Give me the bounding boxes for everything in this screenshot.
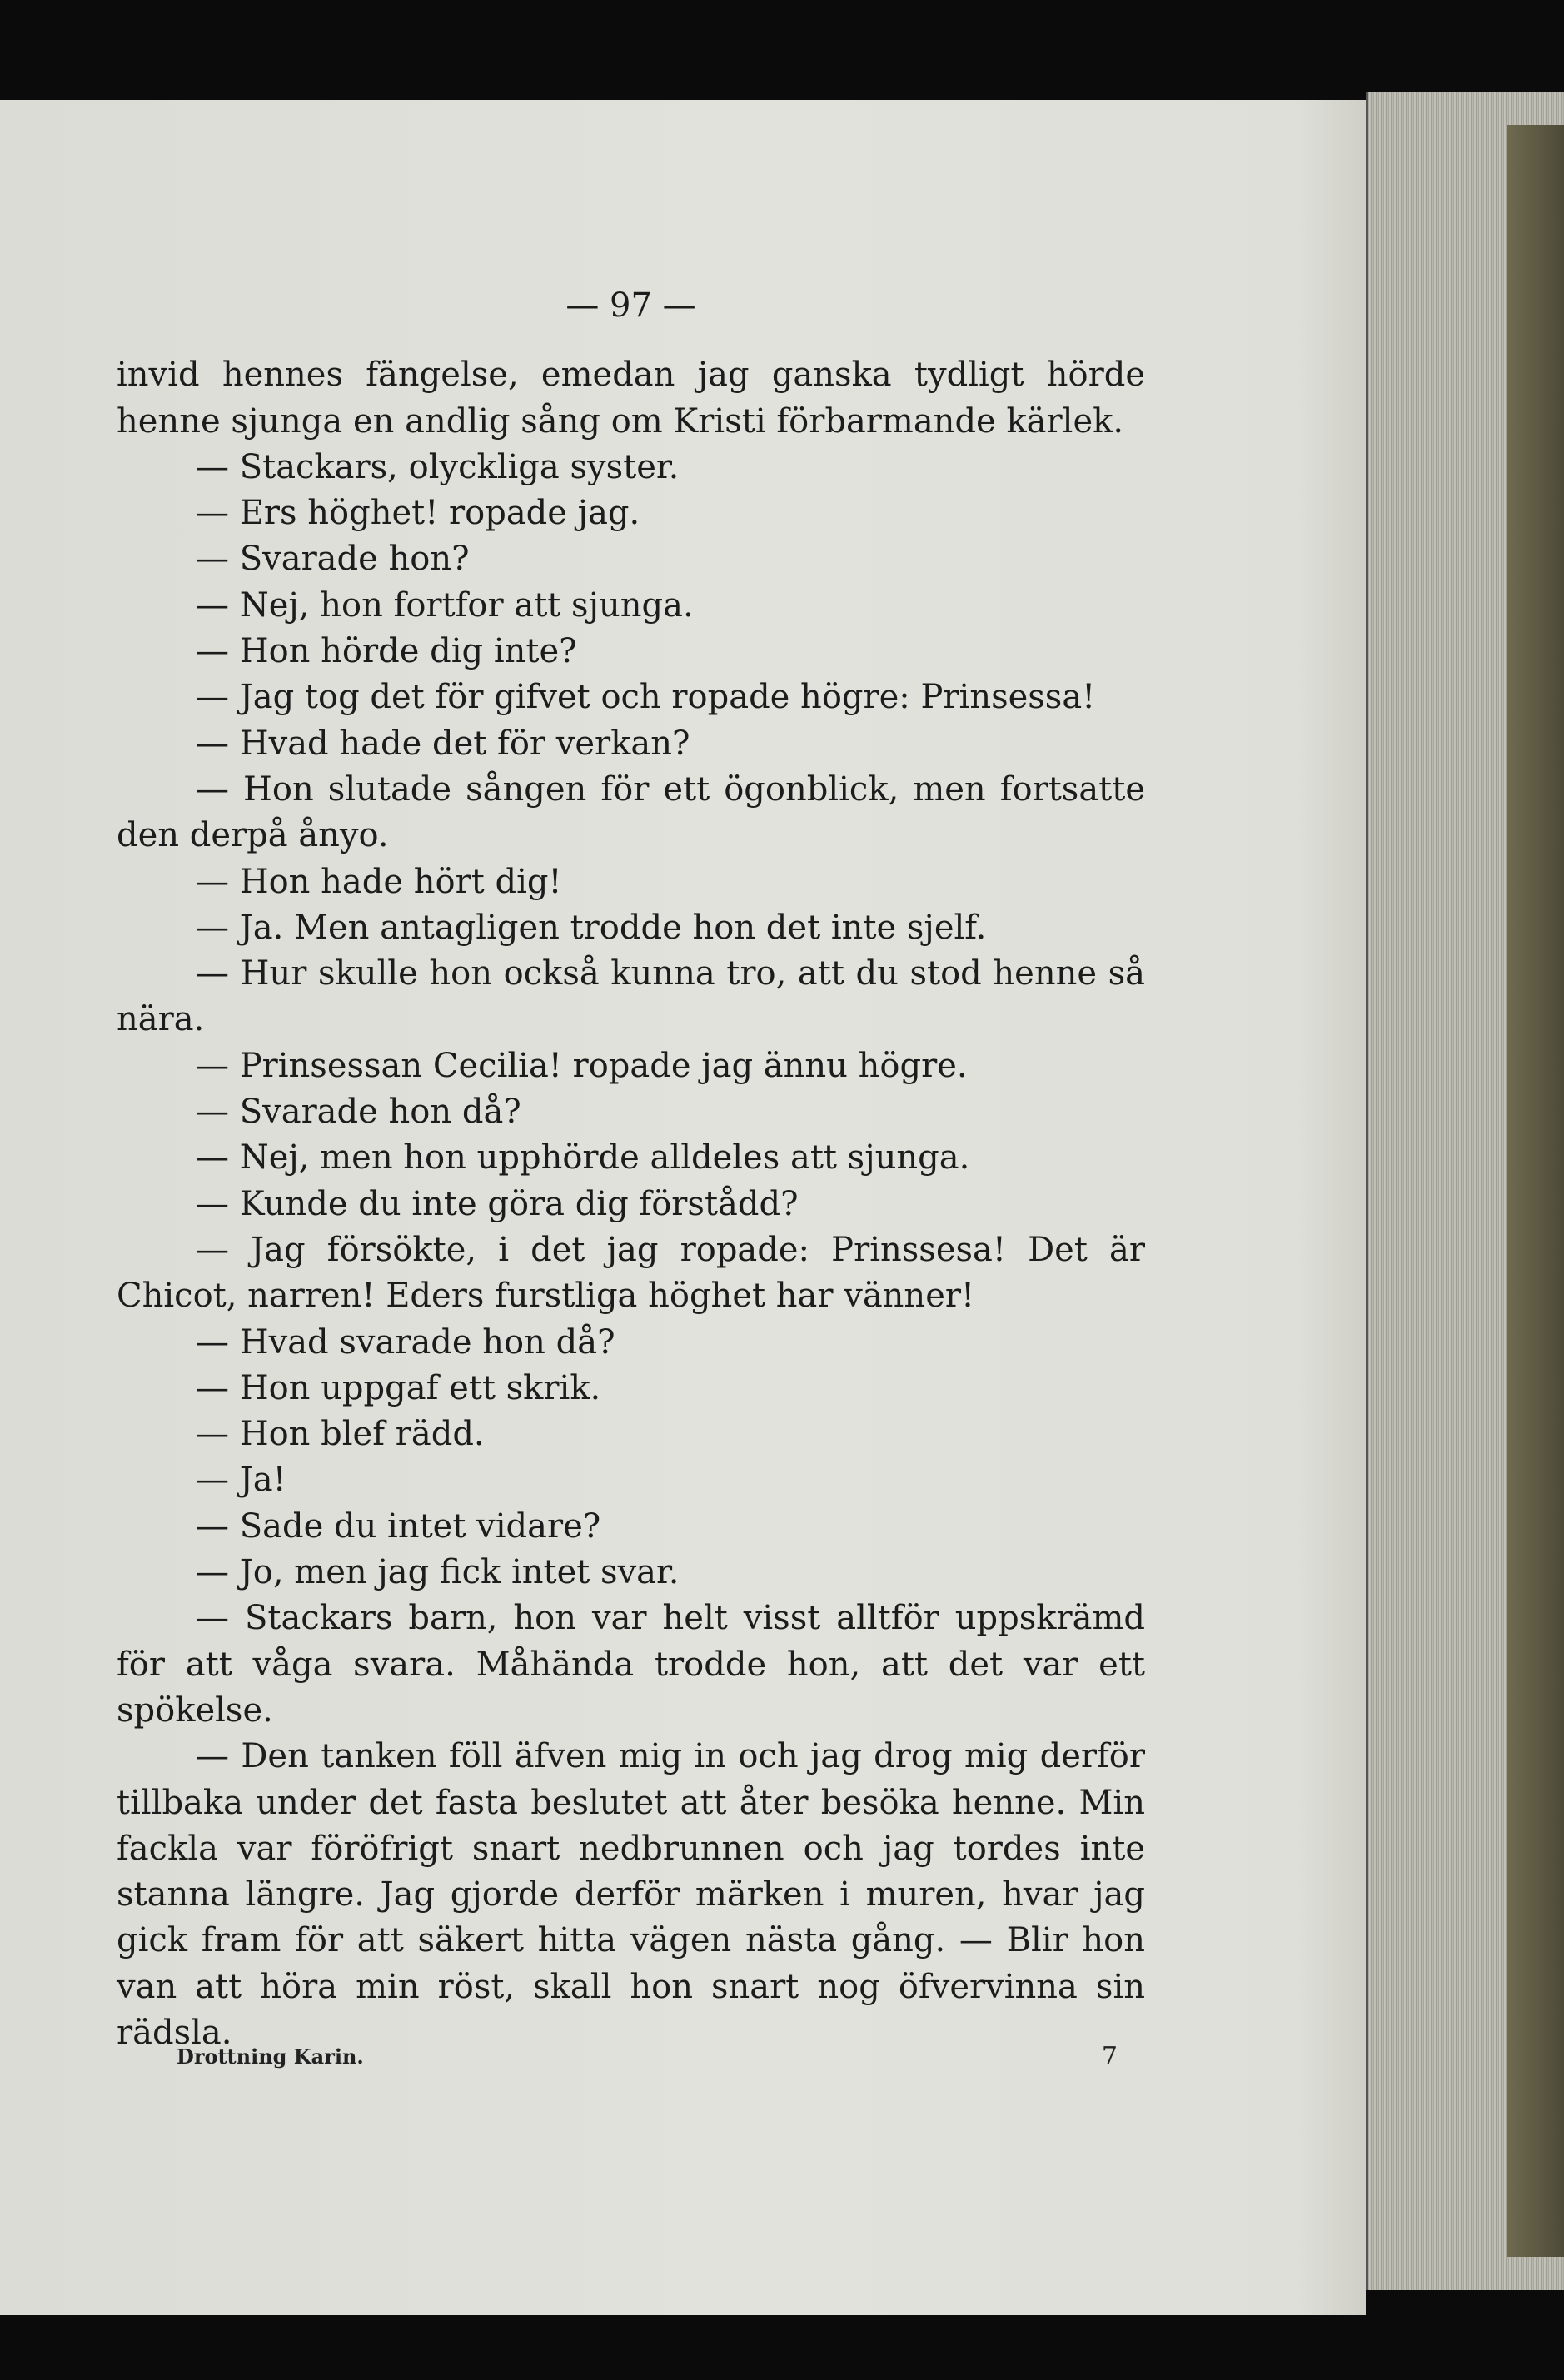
paragraph: — Stackars, olyckliga syster.	[196, 447, 680, 486]
signature-mark: 7	[1101, 2042, 1118, 2071]
paragraph: — Svarade hon?	[196, 540, 470, 579]
paragraph: — Ja. Men antagligen trodde hon det inte sjelf.	[196, 908, 987, 947]
paragraph: — Hon slutade sången för ett ögonblick, men fortsatte den derpå ånyo.	[117, 769, 1145, 855]
paragraph: — Svarade hon då?	[196, 1093, 521, 1132]
paragraph: — Sade du intet vidare?	[196, 1506, 601, 1546]
paragraph: — Jag försökte, i det jag ropade: Prinssesa! Det är Chicot, narren! Eders furstliga höghet har vänner!	[117, 1230, 1145, 1316]
paragraph: — Hvad hade det för verkan?	[196, 724, 690, 763]
book-cover-edge	[1507, 125, 1564, 2257]
page-number: — 97 —	[565, 286, 696, 325]
text-block	[117, 283, 1145, 2056]
page-footer	[177, 2042, 1118, 2071]
paragraph: — Kunde du inte göra dig förstådd?	[196, 1184, 799, 1223]
paragraph: invid hennes fängelse, emedan jag ganska tydligt hörde henne sjunga en andlig sång om Kristi förbarmande kärlek.	[117, 356, 1145, 441]
paragraphs	[117, 352, 1145, 2056]
paragraph: — Hon hörde dig inte?	[196, 632, 577, 671]
footer-title: Drottning Karin.	[177, 2044, 364, 2069]
paragraph: — Ja!	[196, 1461, 286, 1500]
paragraph: — Jo, men jag fick intet svar.	[196, 1553, 680, 1592]
paragraph: — Hon blef rädd.	[196, 1415, 485, 1454]
paragraph: — Nej, hon fortfor att sjunga.	[196, 585, 694, 625]
paragraph: — Stackars barn, hon var helt visst alltför uppskrämd för att våga svara. Måhända trodde hon, att det var ett spökelse.	[117, 1599, 1145, 1730]
paragraph: — Prinsessan Cecilia! ropade jag ännu högre.	[196, 1046, 968, 1085]
paragraph: — Hur skulle hon också kunna tro, att du stod henne så nära.	[117, 954, 1145, 1039]
paragraph: — Jag tog det för gifvet och ropade högre: Prinsessa!	[196, 678, 1096, 717]
paragraph: — Hvad svarade hon då?	[196, 1322, 615, 1362]
paragraph: — Hon hade hört dig!	[196, 862, 562, 901]
paragraph: — Den tanken föll äfven mig in och jag drog mig derför tillbaka under det fasta beslutet att åter besöka henne. Min fackla var föröfrigt snart nedbrunnen och jag tordes inte stanna längre. Jag gjorde derför märken i muren, hvar jag gick fram för att säkert hitta vägen nästa gång. — Blir hon van att höra min röst, skall hon snart nog öfvervinna sin rädsla.	[117, 1737, 1145, 2052]
paragraph: — Hon uppgaf ett skrik.	[196, 1368, 601, 1407]
paragraph: — Ers höghet! ropade jag.	[196, 494, 640, 533]
paragraph: — Nej, men hon upphörde alldeles att sjunga.	[196, 1138, 970, 1178]
